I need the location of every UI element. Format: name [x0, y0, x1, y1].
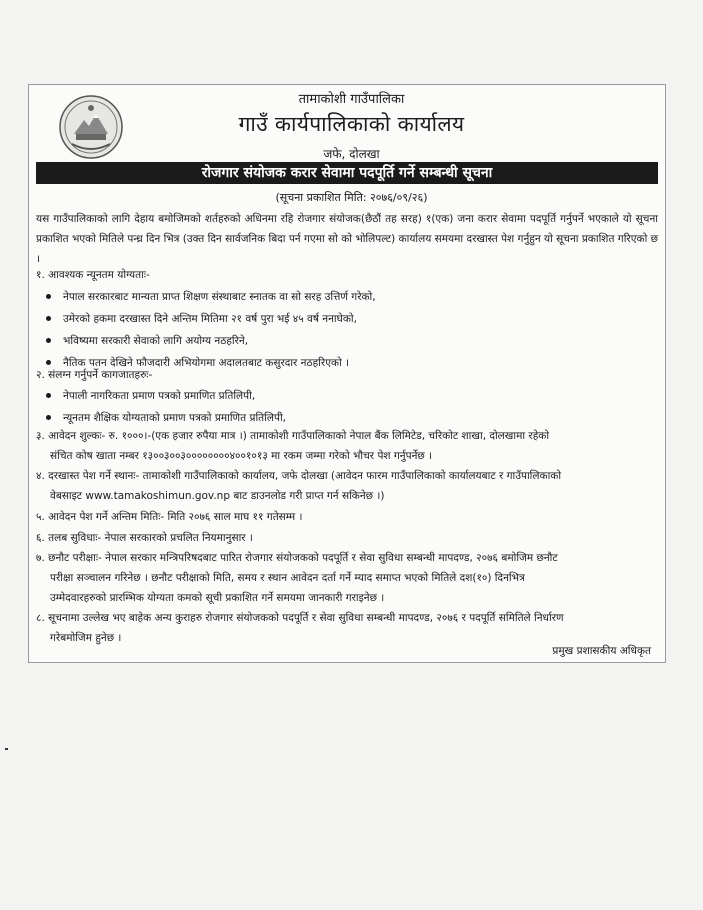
list-item: भविष्यमा सरकारी सेवाको लागि अयोग्य नठहरिने, — [46, 330, 646, 352]
office-name: तामाकोशी गाउँपालिका — [298, 92, 405, 107]
list-item: नेपाली नागरिकता प्रमाण पत्रको प्रमाणित प्रतिलिपी, — [46, 385, 646, 407]
section-5-deadline: ५. आवेदन पेश गर्ने अन्तिम मितिः- मिति २०७६ साल माघ ११ गतेसम्म । — [36, 511, 303, 523]
section-2-heading: २. संलग्न गर्नुपर्ने कागजातहरुः- — [36, 369, 153, 381]
office-title: गाउँ कार्यपालिकाको कार्यालय — [238, 112, 465, 136]
bullet-icon — [46, 338, 51, 343]
list-item: नेपाल सरकारबाट मान्यता प्राप्त शिक्षण संस्थाबाट स्नातक वा सो सरह उत्तिर्ण गरेको, — [46, 286, 646, 308]
scan-mark — [5, 748, 8, 750]
section-1-heading: १. आवश्यक न्यूनतम योग्यताः- — [36, 269, 150, 281]
bullet-icon — [46, 393, 51, 398]
published-date: (सूचना प्रकाशित मिति: २०७६/०९/२६) — [275, 191, 428, 204]
notice-title-bar: रोजगार संयोजक करार सेवामा पदपूर्ति गर्ने सम्बन्धी सूचना — [36, 162, 658, 184]
section-4-submission-place: ४. दरखास्त पेश गर्ने स्थानः- तामाकोशी गाउँपालिकाको कार्यालय, जफे दोलखा (आवेदन फारम गाउँपालिकाको कार्यालयबाट र गाउँपालिकाको वेबसाइट www.tamakoshimun.gov.np बाट डाउनलोड गरी प्राप्त गर्न सकिनेछ ।) — [36, 470, 562, 502]
documents-list — [46, 385, 646, 429]
qualification-list — [46, 286, 646, 374]
section-3-fee: ३. आवेदन शुल्कः- रु. १०००।-(एक हजार रुपैया मात्र ।) तामाकोशी गाउँपालिकाको नेपाल बैंक लिमिटेड, चरिकोट शाखा, दोलखामा रहेको संचित कोष खाता नम्बर १३००३००३००००००००४००१०१३ मा रकम जम्मा गरेको भौचर पेश गर्नुपर्नेछ । — [36, 430, 550, 462]
office-address: जफे, दोलखा — [323, 147, 380, 161]
bullet-icon — [46, 360, 51, 365]
section-7-selection-exam: ७. छनौट परीक्षाः- नेपाल सरकार मन्त्रिपरिषदबाट पारित रोजगार संयोजकको पदपूर्ति र सेवा सुविधा सम्बन्धी मापदण्ड, २०७६ बमोजिम छनौट परीक्षा सञ्चालन गरिनेछ । छनौट परीक्षाको मिति, समय र स्थान आवेदन दर्ता गर्ने म्याद समाप्त भएको मितिले दश(१०) दिनभित्र उम्मेदवारहरुको प्रारम्भिक योग्यता कमको सूची प्रकाशित गर्ने समयमा जानकारी गराइनेछ । — [36, 552, 558, 604]
signatory-title: प्रमुख प्रशासकीय अधिकृत — [552, 645, 651, 657]
section-6-salary: ६. तलब सुविधाः- नेपाल सरकारको प्रचलित नियमानुसार । — [36, 532, 253, 544]
list-item: नैतिक पतन देखिने फौजदारी अभियोगमा अदालतबाट कसुरदार नठहरिएको । — [46, 352, 646, 374]
bullet-icon — [46, 294, 51, 299]
bullet-icon — [46, 316, 51, 321]
bullet-icon — [46, 415, 51, 420]
intro-paragraph: यस गाउँपालिकाको लागि देहाय बमोजिमको शर्तहरुको अधिनमा रहि रोजगार संयोजक(छैठौं तह सरह) १(एक) जना करार सेवामा पदपूर्ति गर्नुपर्ने भएकाले यो सूचना प्रकाशित भएको मितिले पन्ध्र दिन भित्र (उक्त दिन सार्वजनिक बिदा पर्न गएमा सो को भोलिपल्ट) कार्यालय समयमा दरखास्त पेश गर्नुहुन यो सूचना प्रकाशित गरिएको छ । — [36, 213, 658, 265]
list-item: उमेरको हकमा दरखास्त दिने अन्तिम मितिमा २१ वर्ष पुरा भई ४५ वर्ष ननाघेको, — [46, 308, 646, 330]
list-item: न्यूनतम शैक्षिक योग्यताको प्रमाण पत्रको प्रमाणित प्रतिलिपी, — [46, 407, 646, 429]
section-8-other: ८. सूचनामा उल्लेख भए बाहेक अन्य कुराहरु रोजगार संयोजकको पदपूर्ति र सेवा सुविधा सम्बन्धी मापदण्ड, २०७६ र पदपूर्ति समितिले निर्धारण गरेबमोजिम हुनेछ । — [36, 612, 564, 644]
